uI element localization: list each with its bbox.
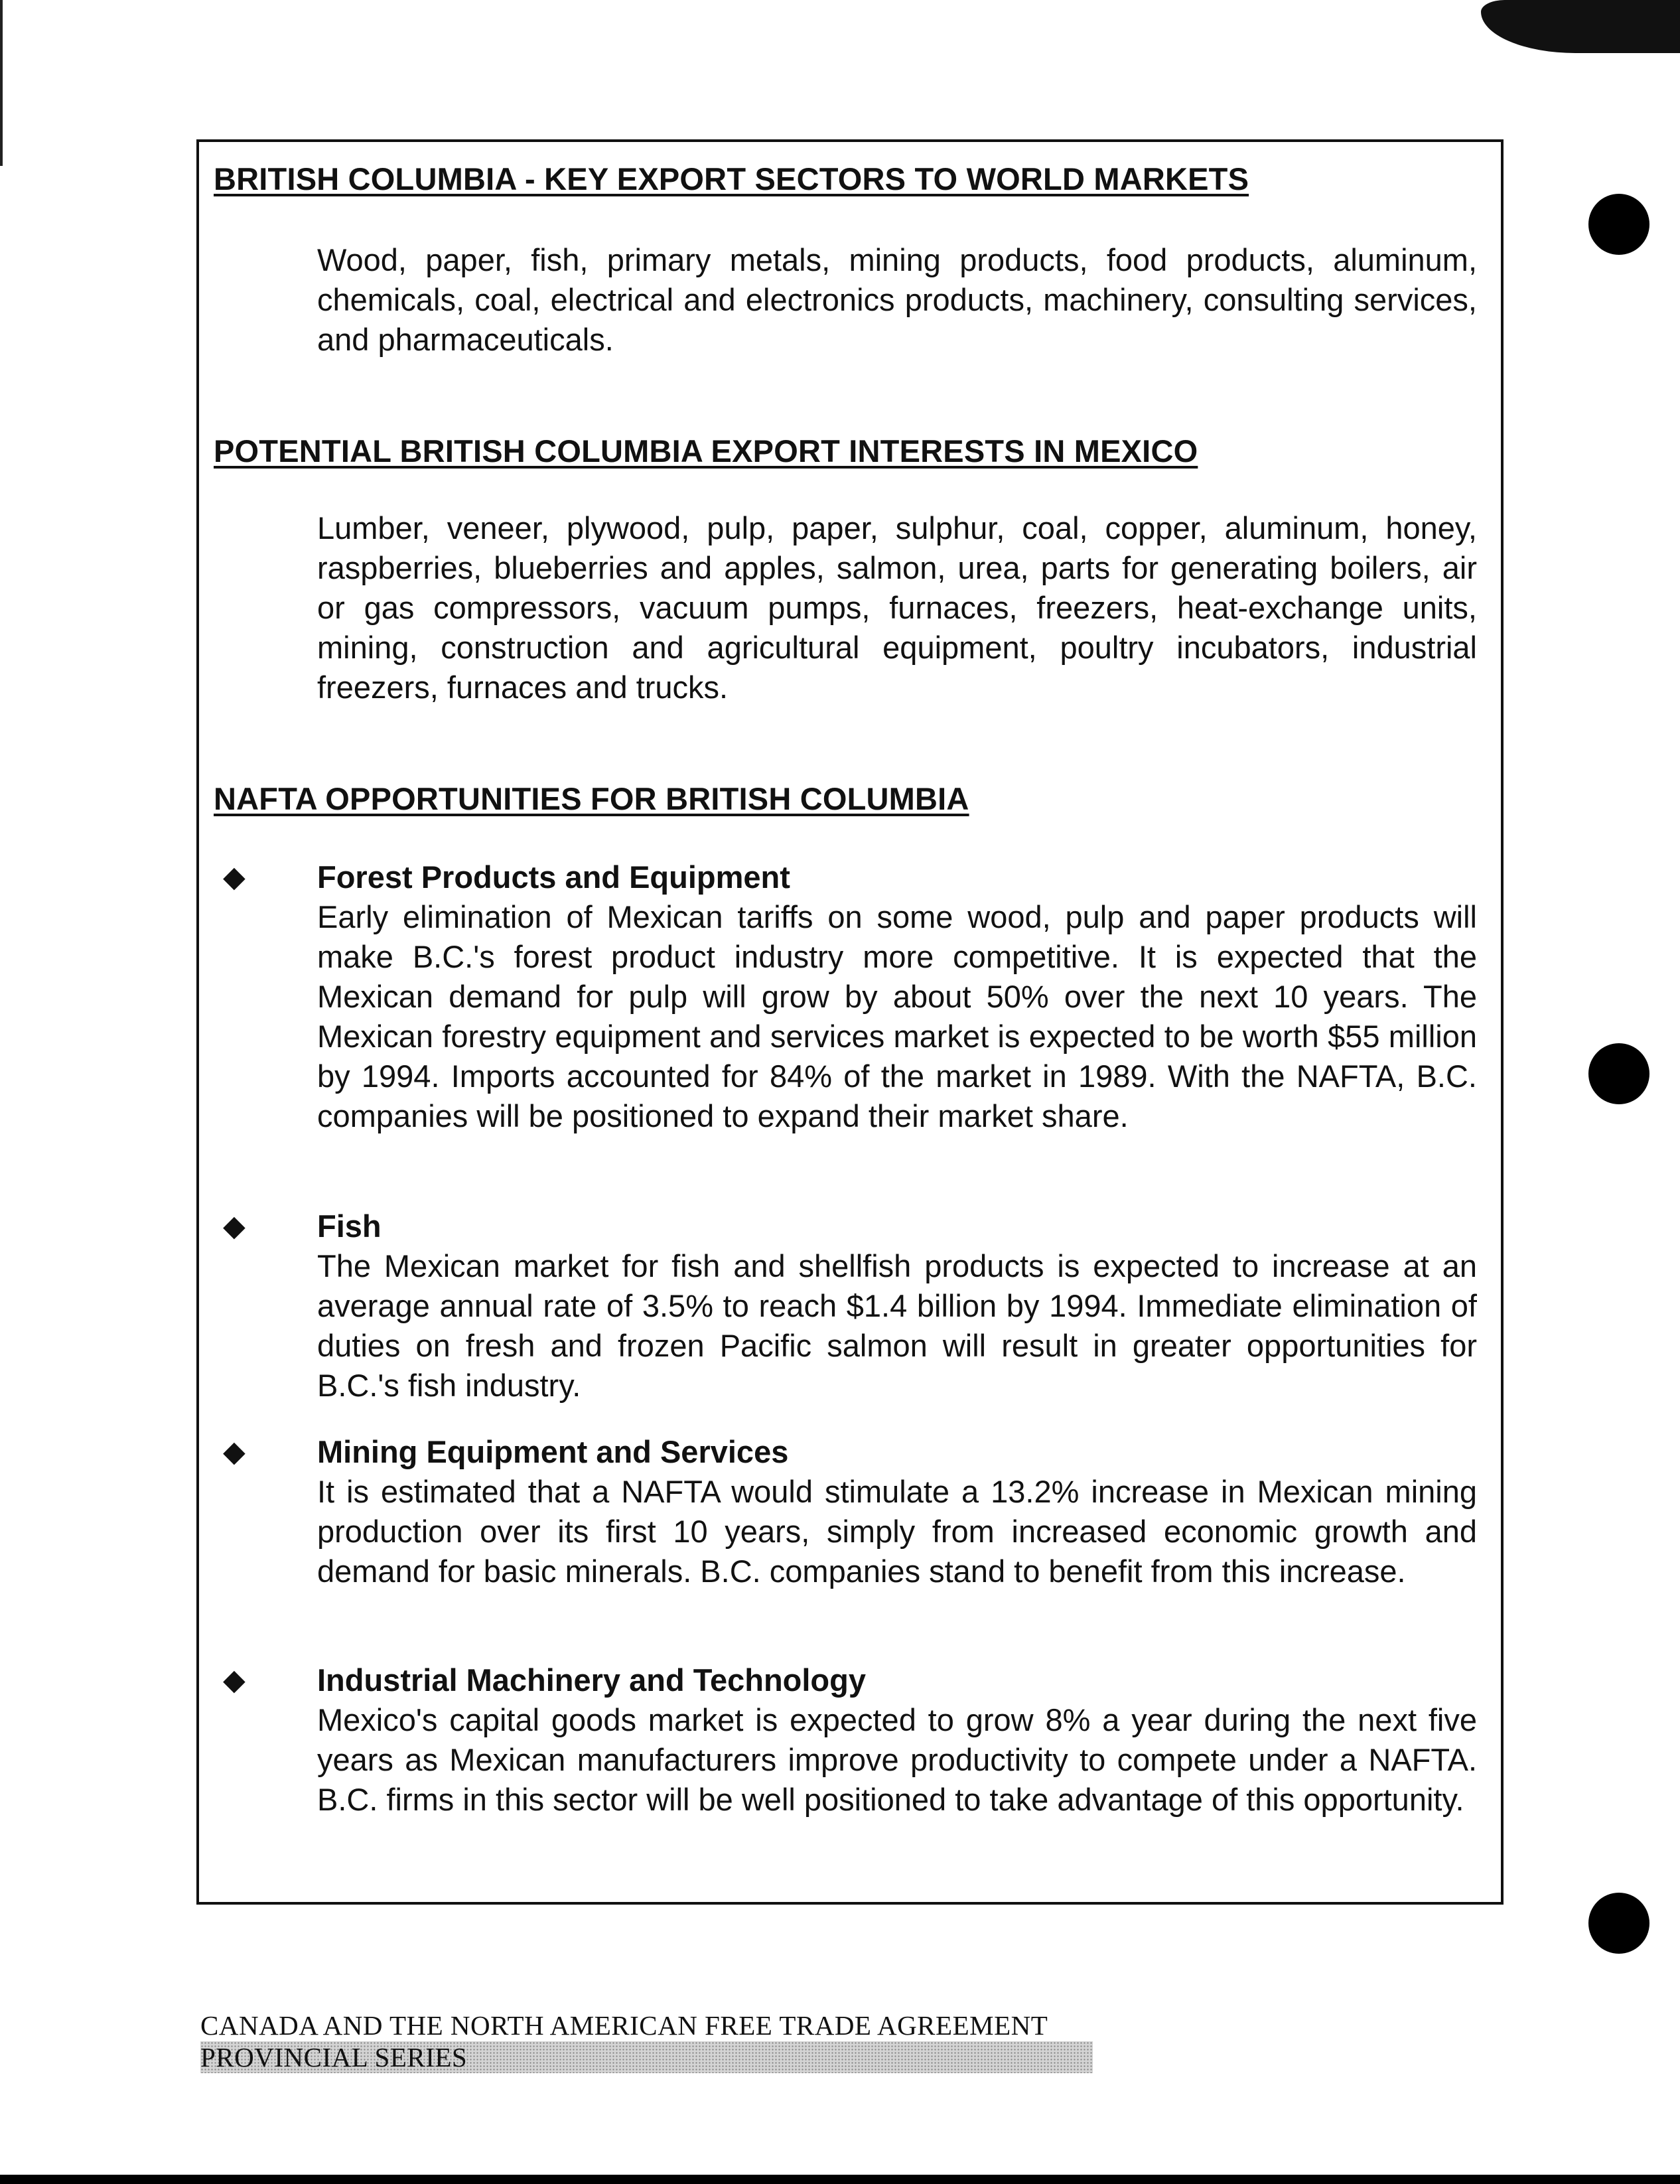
content-frame [196, 139, 1504, 1905]
punch-hole-top [1588, 194, 1649, 255]
key-export-sectors-heading: BRITISH COLUMBIA - KEY EXPORT SECTORS TO WORLD MARKETS [214, 161, 1249, 196]
diamond-bullet-icon: ◆ [223, 861, 245, 893]
series-footer [200, 2009, 1093, 2073]
mexico-export-interests-text: Lumber, veneer, plywood, pulp, paper, sulphur, coal, copper, aluminum, honey, raspberries, blueberries and apples, salmon, urea, parts for generating boilers, air or gas compressors, vacuum pumps, furnaces, freezers, heat-exchange units, mining, construction and agricultural equipment, poultry incubators, industrial freezers, furnaces and trucks. [317, 510, 1477, 705]
footer-agreement-title: CANADA AND THE NORTH AMERICAN FREE TRADE AGREEMENT [200, 2010, 1048, 2041]
diamond-bullet-icon: ◆ [223, 1210, 245, 1242]
nafta-opportunities-heading: NAFTA OPPORTUNITIES FOR BRITISH COLUMBIA [214, 781, 969, 816]
footer-series-label: PROVINCIAL SERIES [200, 2041, 1093, 2073]
nafta-item-title: Fish [317, 1208, 382, 1244]
key-export-sectors-text: Wood, paper, fish, primary metals, mining products, food products, aluminum, chemicals, coal, electrical and electronics products, machinery, consulting services, and pharmaceuticals. [317, 242, 1477, 357]
nafta-item-title: Industrial Machinery and Technology [317, 1662, 866, 1698]
punch-hole-bottom [1588, 1893, 1649, 1954]
scan-bottom-edge [0, 2175, 1680, 2184]
nafta-item-title: Forest Products and Equipment [317, 859, 790, 895]
nafta-item-text: The Mexican market for fish and shellfish products is expected to increase at an average annual rate of 3.5% to reach $1.4 billion by 1994. Immediate elimination of duties on fresh and frozen Pacific salmon will result in greater opportunities for B.C.'s fish industry. [317, 1248, 1477, 1403]
diamond-bullet-icon: ◆ [223, 1435, 245, 1468]
nafta-item-text: Early elimination of Mexican tariffs on some wood, pulp and paper products will make B.C.'s forest product industry more competitive. It is expected that the Mexican demand for pulp will grow by about 50% over the next 10 years. The Mexican forestry equipment and services market is expected to be worth $55 million by 1994. Imports accounted for 84% of the market in 1989. With the NAFTA, B.C. companies will be positioned to expand their market share. [317, 899, 1477, 1133]
nafta-item-title: Mining Equipment and Services [317, 1434, 789, 1469]
scan-left-edge [0, 0, 3, 166]
diamond-bullet-icon: ◆ [223, 1664, 245, 1696]
nafta-item-text: Mexico's capital goods market is expected to grow 8% a year during the next five years as Mexican manufacturers improve productivity to compete under a NAFTA. B.C. firms in this sector will be well positioned to take advantage of this opportunity. [317, 1702, 1477, 1817]
punch-hole-middle [1588, 1043, 1649, 1104]
scan-blot-mark [1481, 0, 1680, 53]
nafta-item-text: It is estimated that a NAFTA would stimulate a 13.2% increase in Mexican mining production over its first 10 years, simply from increased economic growth and demand for basic minerals. B.C. companies stand to benefit from this increase. [317, 1474, 1477, 1589]
mexico-export-interests-heading: POTENTIAL BRITISH COLUMBIA EXPORT INTERESTS IN MEXICO [214, 433, 1198, 469]
